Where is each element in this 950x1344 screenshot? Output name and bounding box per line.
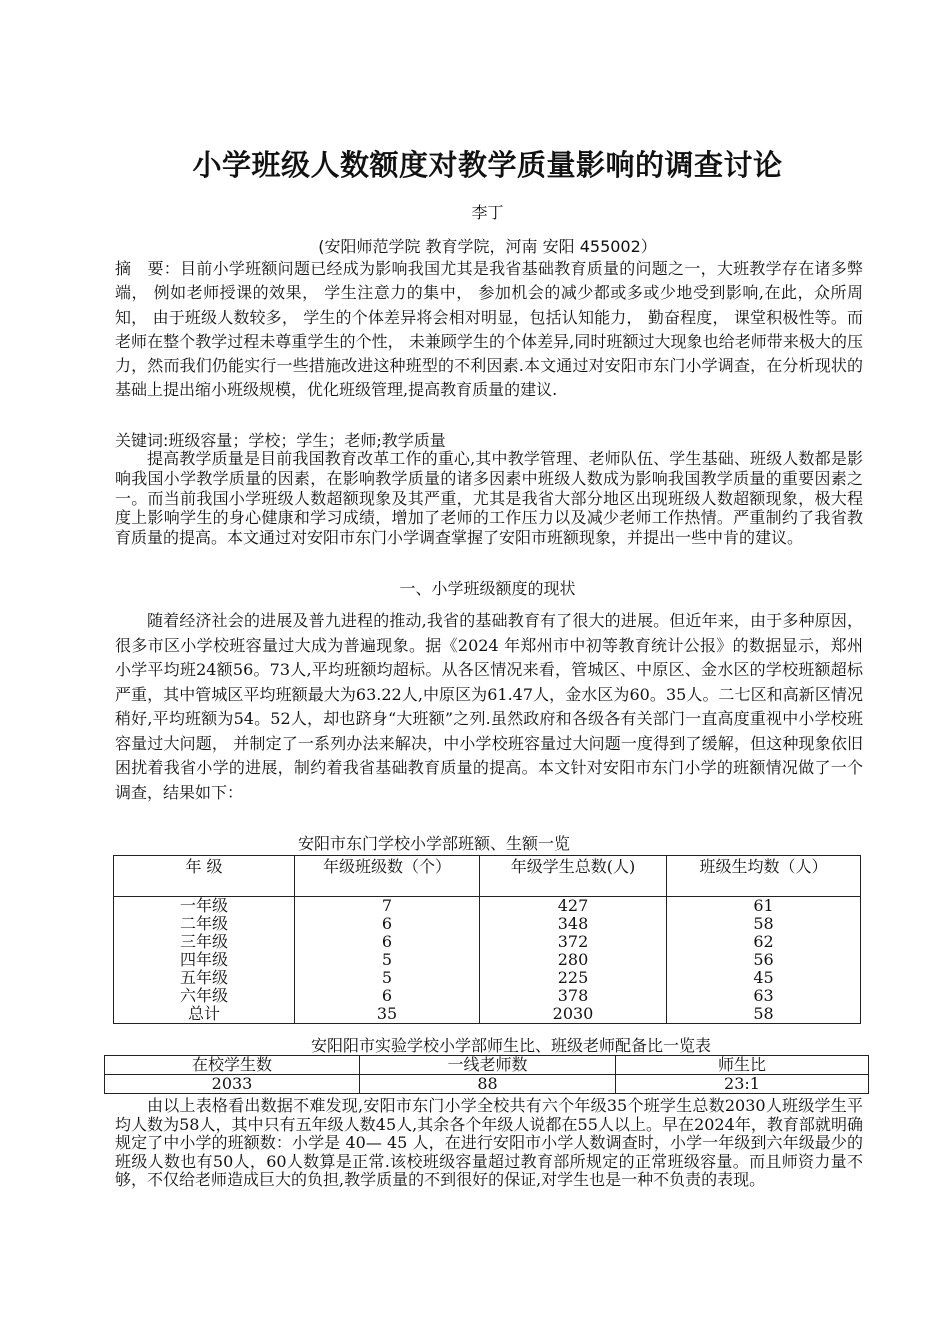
keywords (115, 431, 863, 451)
table-cell: 六年级 (114, 987, 295, 1005)
table-header-row (105, 1056, 869, 1075)
table-cell: 58 (667, 915, 861, 933)
abstract (115, 257, 863, 403)
table-header-cell: 师生比 (616, 1056, 869, 1075)
author-affiliation: (安阳师范学院 教育学院，河南 安阳 455002） (318, 237, 657, 256)
keywords-label: 关键词: (115, 431, 169, 450)
table-cell: 7 (295, 897, 480, 916)
table-cell: 2030 (480, 1005, 667, 1024)
table-cell: 348 (480, 915, 667, 933)
table-cell: 45 (667, 969, 861, 987)
abstract-label: 摘 要： (115, 259, 181, 278)
table-cell: 63 (667, 987, 861, 1005)
table1-caption: 安阳市东门学校小学部班额、生额一览 (298, 834, 571, 853)
table-header-cell: 一线老师数 (360, 1056, 616, 1075)
table-cell: 427 (480, 897, 667, 916)
table-cell: 5 (295, 951, 480, 969)
table-row (105, 1075, 869, 1094)
abstract-text: 目前小学班额问题已经成为影响我国尤其是我省基础教育质量的问题之一，大班教学存在诸多弊端， 例如老师授课的效果， 学生注意力的集中， 参加机会的减少都或多或少地受到影响,在此，众所周知， 由于班级人数较多， 学生的个体差异将会相对明显，包括认知能力， 勤奋程度， 课堂积极性等。而老师在整个教学过程未尊重学生的个性， 未兼顾学生的个体差异,同时班额过大现象也给老师带来极大的压力，然而我们仍能实行一些措施改进这种班型的不利因素.本文通过对安阳市东门小学调查，在分析现状的基础上提出缩小班级规模，优化班级管理,提高教育质量的建议. (115, 259, 863, 400)
paper-title: 小学班级人数额度对教学质量影响的调查讨论 (192, 148, 783, 182)
table-row (114, 987, 861, 1005)
table-row (114, 897, 861, 916)
table-row-total (114, 1005, 861, 1024)
table-cell: 2033 (105, 1075, 360, 1094)
author-name: 李丁 (471, 203, 504, 222)
table-cell: 378 (480, 987, 667, 1005)
class-size-table (113, 855, 861, 1024)
table2-caption: 安阳阳市实验学校小学部师生比、班级老师配备比一览表 (310, 1036, 711, 1055)
table-cell: 四年级 (114, 951, 295, 969)
table-cell: 35 (295, 1005, 480, 1024)
table-cell: 23:1 (616, 1075, 869, 1094)
table-cell: 58 (667, 1005, 861, 1024)
table-header-cell: 年 级 (114, 856, 295, 897)
table-cell: 二年级 (114, 915, 295, 933)
table-cell: 6 (295, 915, 480, 933)
table-cell: 61 (667, 897, 861, 916)
body-paragraph-2: 由以上表格看出数据不难发现,安阳市东门小学全校共有六个年级35个班学生总数2030人班级学生平均人数为58人，其中只有五年级人数45人,其余各个年级人说都在55人以上。早在2024年，教育部就明确规定了中小学的班额数：小学是 40— 45 人，在进行安阳市小学人数调查时，小学一年级到六年级最少的班级人数也有50人，60人数算是正常.该校班级容量超过教育部所规定的正常班级容量。而且师资力量不够，不仅给老师造成巨大的负担,教学质量的不到很好的保证,对学生也是一种不负责的表现。 (115, 1096, 863, 1189)
intro-paragraph: 提高教学质量是目前我国教育改革工作的重心,其中教学管理、老师队伍、学生基础、班级人数都是影响我国小学教学质量的因素，在影响教学质量的诸多因素中班级人数成为影响我国教学质量的重要因素之一。而当前我国小学班级人数超额现象及其严重，尤其是我省大部分地区出现班级人数超额现象，极大程度上影响学生的身心健康和学习成绩，增加了老师的工作压力以及减少老师工作热情。严重制约了我省教育质量的提高。本文通过对安阳市东门小学调查掌握了安阳市班额现象，并提出一些中肯的建议。 (115, 449, 863, 548)
teacher-ratio-table (104, 1055, 869, 1094)
table-cell: 总计 (114, 1005, 295, 1024)
table-header-row (114, 856, 861, 897)
table-header-cell: 年级学生总数(人) (480, 856, 667, 897)
table-cell: 一年级 (114, 897, 295, 916)
table-cell: 62 (667, 933, 861, 951)
table-header-cell: 班级生均数（人） (667, 856, 861, 897)
table-row (114, 951, 861, 969)
table-cell: 5 (295, 969, 480, 987)
table-cell: 280 (480, 951, 667, 969)
table-row (114, 933, 861, 951)
table-cell: 6 (295, 987, 480, 1005)
table-cell: 6 (295, 933, 480, 951)
section-heading-1: 一、小学班级额度的现状 (399, 579, 576, 598)
table-row (114, 969, 861, 987)
table-row (114, 915, 861, 933)
table-cell: 56 (667, 951, 861, 969)
table-cell: 225 (480, 969, 667, 987)
keywords-text: 班级容量；学校；学生；老师;教学质量 (168, 431, 446, 450)
table-header-cell: 年级班级数（个） (295, 856, 480, 897)
table-cell: 372 (480, 933, 667, 951)
table-cell: 88 (360, 1075, 616, 1094)
body-paragraph-1: 随着经济社会的进展及普九进程的推动,我省的基础教育有了很大的进展。但近年来，由于多种原因，很多市区小学校班容量过大成为普遍现象。据《2024 年郑州市中初等教育统计公报》的数据显示，郑州小学平均班24额56。73人,平均班额均超标。从各区情况来看，管城区、中原区、金水区的学校班额超标严重，其中管城区平均班额最大为63.22人,中原区为61.47人，金水区为60。35人。二七区和高新区情况稍好,平均班额为54。52人，却也跻身“大班额”之列.虽然政府和各级各有关部门一直高度重视中小学校班容量过大问题， 并制定了一系列办法来解决，中小学校班容量过大问题一度得到了缓解，但这种现象依旧困扰着我省小学的进展，制约着我省基础教育质量的提高。本文针对安阳市东门小学的班额情况做了一个调查，结果如下： (115, 611, 863, 802)
table-cell: 三年级 (114, 933, 295, 951)
table-header-cell: 在校学生数 (105, 1056, 360, 1075)
table-cell: 五年级 (114, 969, 295, 987)
